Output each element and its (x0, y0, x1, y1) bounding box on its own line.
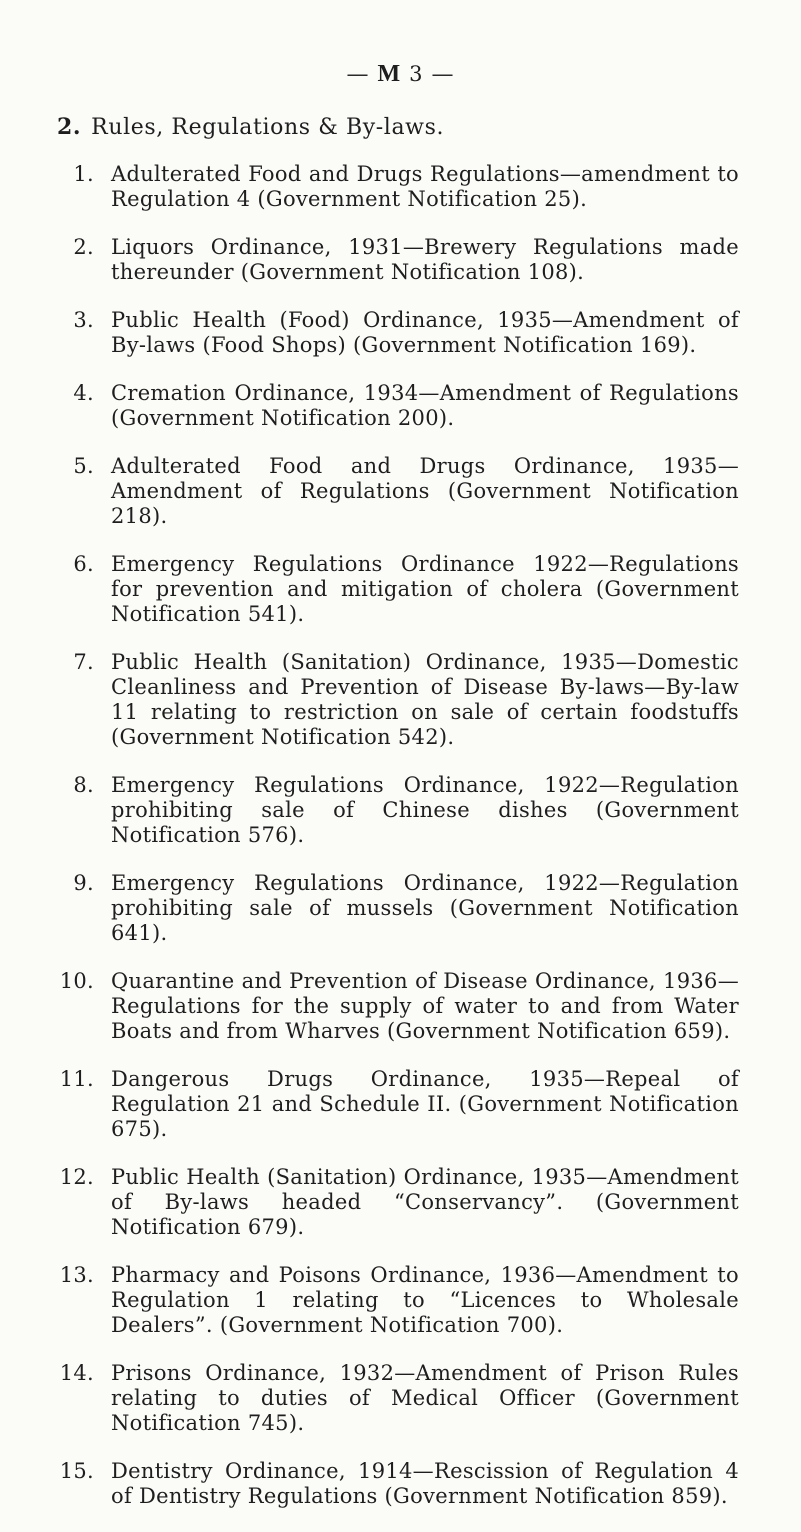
header-dash-left: — (346, 62, 370, 87)
header-section-code: M (377, 61, 402, 87)
section-number: 2. (57, 114, 82, 140)
item-number: 9. (73, 871, 94, 895)
regulations-list (0, 162, 801, 1532)
page-header (0, 62, 801, 87)
list-item (0, 308, 801, 358)
item-number: 11. (59, 1067, 94, 1091)
item-text: Quarantine and Prevention of Disease Ordinance, 1936—Regulations for the supply of water to and from Water Boats and from Wharves (Government Notification 659). (111, 969, 739, 1043)
item-text: Public Health (Sanitation) Ordinance, 1935—Domestic Cleanliness and Prevention of Disease By-laws—By-law 11 relating to restriction on sale of certain foodstuffs (Government Notification 542). (111, 650, 739, 749)
page-number: 3 (409, 62, 424, 86)
item-text: Cremation Ordinance, 1934—Amendment of Regulations (Government Notification 200). (111, 381, 739, 430)
item-number: 6. (73, 552, 94, 576)
item-text: Dentistry Ordinance, 1914—Rescission of Regulation 4 of Dentistry Regulations (Government Notification 859). (111, 1459, 739, 1508)
list-item (0, 969, 801, 1044)
list-item (0, 162, 801, 212)
section-title: Rules, Regulations & By-laws. (91, 115, 445, 140)
item-number: 2. (73, 235, 94, 259)
list-item (0, 1263, 801, 1338)
item-text: Liquors Ordinance, 1931—Brewery Regulations made thereunder (Government Notification 108). (111, 235, 739, 284)
list-item (0, 381, 801, 431)
item-text: Emergency Regulations Ordinance, 1922—Regulation prohibiting sale of mussels (Government Notification 641). (111, 871, 739, 945)
item-number: 7. (73, 650, 94, 674)
list-item (0, 1361, 801, 1436)
item-text: Dangerous Drugs Ordinance, 1935—Repeal of Regulation 21 and Schedule II. (Government Notification 675). (111, 1067, 739, 1141)
item-text: Adulterated Food and Drugs Regulations—amendment to Regulation 4 (Government Notification 25). (111, 162, 739, 211)
item-number: 4. (73, 381, 94, 405)
list-item (0, 1165, 801, 1240)
item-text: Public Health (Sanitation) Ordinance, 1935—Amendment of By-laws headed “Conservancy”. (Government Notification 679). (111, 1165, 739, 1239)
list-item (0, 552, 801, 627)
list-item (0, 1067, 801, 1142)
list-item (0, 650, 801, 750)
item-number: 1. (73, 162, 94, 186)
item-text: Emergency Regulations Ordinance 1922—Regulations for prevention and mitigation of cholera (Government Notification 541). (111, 552, 739, 626)
item-text: Public Health (Food) Ordinance, 1935—Amendment of By-laws (Food Shops) (Government Notification 169). (111, 308, 739, 357)
item-text: Emergency Regulations Ordinance, 1922—Regulation prohibiting sale of Chinese dishes (Government Notification 576). (111, 773, 739, 847)
header-dash-right: — (431, 62, 455, 87)
item-number: 12. (59, 1165, 94, 1189)
item-number: 13. (59, 1263, 94, 1287)
item-number: 3. (73, 308, 94, 332)
list-item (0, 1459, 801, 1509)
list-item (0, 235, 801, 285)
list-item (0, 871, 801, 946)
list-item (0, 773, 801, 848)
item-number: 10. (59, 969, 94, 993)
section-heading (57, 114, 444, 141)
item-text: Adulterated Food and Drugs Ordinance, 1935—Amendment of Regulations (Government Notification 218). (111, 454, 739, 528)
item-text: Pharmacy and Poisons Ordinance, 1936—Amendment to Regulation 1 relating to “Licences to Wholesale Dealers”. (Government Notification 700). (111, 1263, 739, 1337)
item-text: Prisons Ordinance, 1932—Amendment of Prison Rules relating to duties of Medical Officer (Government Notification 745). (111, 1361, 739, 1435)
item-number: 15. (59, 1459, 94, 1483)
item-number: 5. (73, 454, 94, 478)
item-number: 8. (73, 773, 94, 797)
item-number: 14. (59, 1361, 94, 1385)
list-item (0, 454, 801, 529)
